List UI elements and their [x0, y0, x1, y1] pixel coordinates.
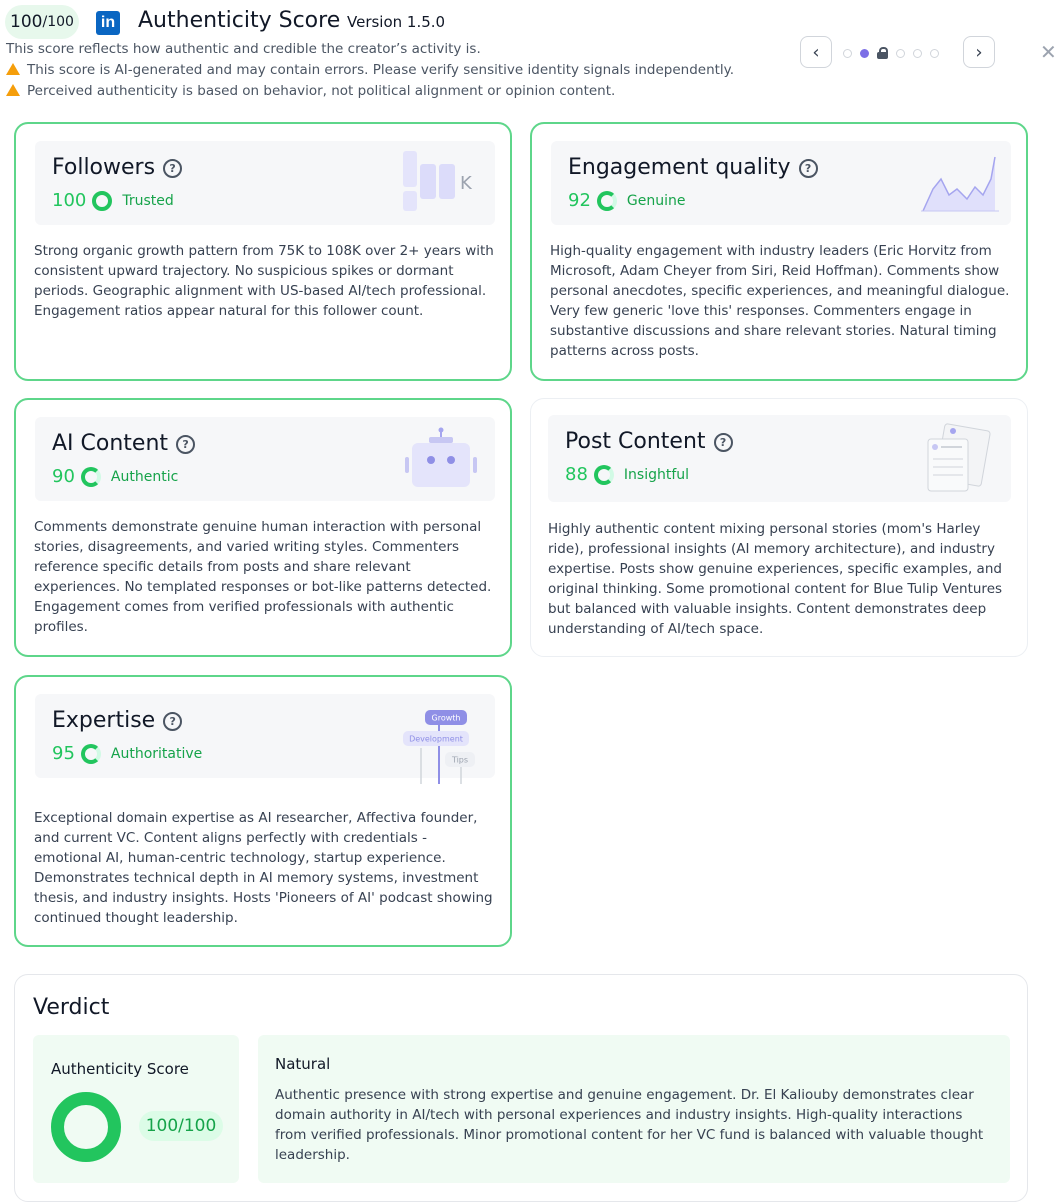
overall-score-total: /100 [42, 14, 74, 30]
score-description: This score reflects how authentic and credible the creator’s activity is. [6, 41, 481, 57]
card-title [52, 431, 195, 456]
score-ring-icon [81, 467, 101, 487]
card-title-text: Expertise [52, 708, 156, 733]
pager-dot[interactable] [843, 49, 852, 58]
warning-text: This score is AI-generated and may contain errors. Please verify sensitive identity signals independently. [27, 62, 735, 78]
warning-line-1 [6, 62, 734, 78]
card-header [35, 694, 495, 778]
score-label: Authentic [110, 468, 179, 485]
score-label: Insightful [623, 466, 690, 483]
card-score [52, 466, 178, 487]
header [0, 0, 1057, 118]
lock-icon [877, 47, 888, 59]
score-ring-icon [597, 191, 617, 211]
card-header [551, 141, 1011, 225]
version-label: Version 1.5.0 [347, 13, 446, 31]
warning-text: Perceived authenticity is based on behavior, not political alignment or opinion content. [27, 83, 616, 99]
ai-content-card [14, 398, 512, 657]
card-title [52, 708, 182, 733]
card-score [568, 190, 686, 211]
card-description: High-quality engagement with industry leaders (Eric Horvitz from Microsoft, Adam Cheyer from Siri, Reid Hoffman). Comments show personal anecdotes, specific experiences, and meaningful dialogue. Very few generic 'love this' responses. Commenters engage in substantive discussions and share relevant stories. Natural timing patterns across posts. [550, 243, 1010, 359]
verdict-text: Authentic presence with strong expertise and genuine engagement. Dr. El Kaliouby demonstrates clear domain authority in AI/tech with personal experiences and industry insights. High-quality interactions from verified professionals. Minor promotional content for her VC fund is balanced with valuable thought leadership. [275, 1087, 984, 1163]
pager-dot[interactable] [896, 49, 905, 58]
engagement-quality-card [530, 122, 1028, 381]
help-icon[interactable]: ? [163, 712, 182, 731]
help-icon[interactable]: ? [176, 435, 195, 454]
pager-dots [843, 47, 939, 59]
help-icon[interactable]: ? [714, 433, 733, 452]
card-title [52, 155, 182, 180]
score-donut-icon [51, 1092, 121, 1162]
verdict-summary-box [258, 1035, 1010, 1183]
verdict-title: Verdict [33, 995, 110, 1020]
overall-score-badge [5, 5, 79, 39]
score-ring-icon [594, 465, 614, 485]
warning-icon [6, 63, 20, 75]
post-content-card [530, 398, 1028, 657]
chevron-left-icon: ‹ [812, 41, 820, 63]
card-description: Comments demonstrate genuine human interaction with personal stories, disagreements, and varied writing styles. Commenters reference specific details from posts and share relevant experiences. No templated responses or bot-like patterns detected. Engagement comes from verified professionals with authentic profiles. [34, 519, 492, 635]
card-description: Highly authentic content mixing personal stories (mom's Harley ride), professional insights (AI memory architecture), and industry expertise. Posts show genuine experiences, specific examples, and original thinking. Some promotional content for Blue Tulip Ventures but balanced with valuable insights. Content demonstrates deep understanding of AI/tech space. [548, 521, 1003, 637]
card-title-text: Post Content [565, 429, 706, 454]
score-value: 100 [52, 190, 87, 211]
overall-score-value: 100 [10, 12, 43, 32]
card-title-text: AI Content [52, 431, 169, 456]
card-score [52, 190, 174, 211]
score-value: 90 [52, 466, 75, 487]
score-value: 95 [52, 743, 75, 764]
card-score [52, 743, 202, 764]
followers-card [14, 122, 512, 381]
score-ring-icon [81, 744, 101, 764]
robot-icon [403, 425, 479, 491]
next-button[interactable] [963, 36, 995, 68]
card-header [548, 415, 1011, 502]
authenticity-score-label: Authenticity Score [51, 1060, 189, 1078]
bar-chart-k-icon [403, 151, 483, 215]
verdict-category: Natural [275, 1055, 331, 1073]
card-title-text: Engagement quality [568, 155, 791, 180]
card-description: Strong organic growth pattern from 75K to 108K over 2+ years with consistent upward trajectory. No suspicious spikes or dormant periods. Geographic alignment with US-based AI/tech professional. Engagement ratios appear natural for this follower count. [34, 243, 494, 319]
score-label: Trusted [122, 192, 174, 209]
card-title [568, 155, 818, 180]
page-title: Authenticity Score [138, 8, 341, 33]
help-icon[interactable]: ? [163, 159, 182, 178]
warning-line-2 [6, 83, 615, 99]
close-icon[interactable]: ✕ [1040, 40, 1057, 64]
tags-tree-icon [403, 708, 483, 784]
tag-tips: Tips [451, 755, 469, 765]
card-title-text: Followers [52, 155, 156, 180]
pager-dot-active[interactable] [860, 49, 869, 58]
line-graph-icon [921, 149, 1001, 215]
warning-icon [6, 84, 20, 96]
score-value: 92 [568, 190, 591, 211]
documents-icon [924, 425, 996, 497]
chevron-right-icon: › [975, 41, 983, 63]
card-header [35, 417, 495, 501]
card-description: Exceptional domain expertise as AI researcher, Affectiva founder, and current VC. Content aligns perfectly with credentials - emotional AI, human-centric technology, startup experience. Demonstrates technical depth in AI memory systems, investment thesis, and industry insights. Hosts 'Pioneers of AI' podcast showing continued thought leadership. [34, 810, 493, 926]
verdict-section [14, 974, 1028, 1202]
pager-dot[interactable] [913, 49, 922, 58]
k-glyph: K [460, 173, 472, 194]
authenticity-score-value: 100/100 [139, 1111, 223, 1141]
card-header [35, 141, 495, 225]
linkedin-logo-icon: in [96, 11, 120, 35]
help-icon[interactable]: ? [799, 159, 818, 178]
card-score [565, 464, 689, 485]
prev-button[interactable] [800, 36, 832, 68]
score-value: 88 [565, 464, 588, 485]
pager-dot[interactable] [930, 49, 939, 58]
tag-growth: Growth [431, 713, 461, 723]
tag-development: Development [409, 734, 463, 744]
score-label: Genuine [626, 192, 686, 209]
expertise-card [14, 675, 512, 947]
score-ring-icon [92, 191, 112, 211]
authenticity-score-box [33, 1035, 239, 1183]
score-label: Authoritative [110, 745, 203, 762]
card-title [565, 429, 733, 454]
